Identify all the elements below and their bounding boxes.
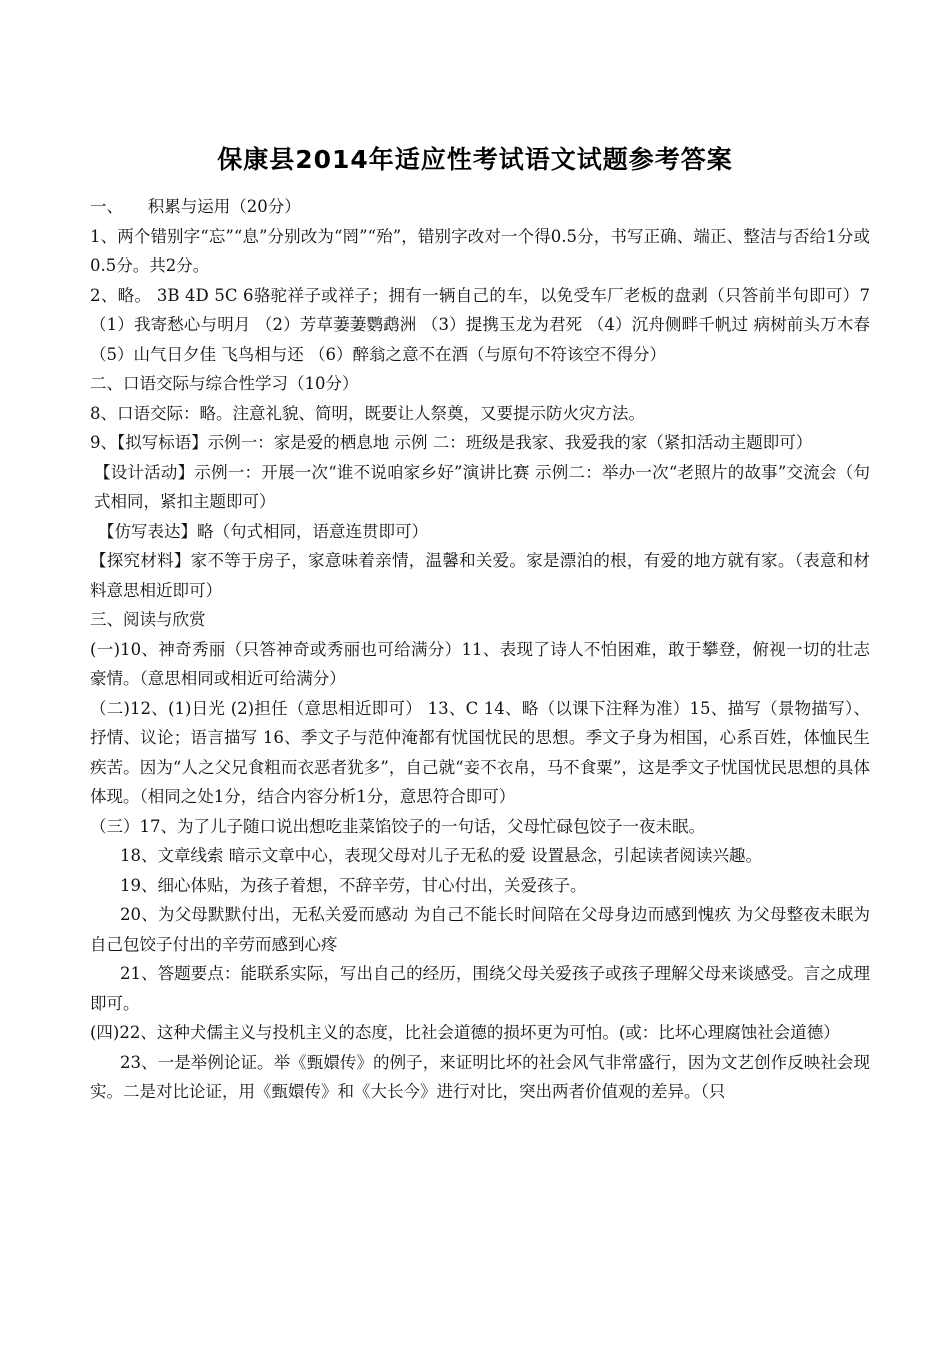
- section-heading: 二、口语交际与综合性学习（10分）: [90, 374, 359, 393]
- answer-paragraph: 21、答题要点：能联系实际，写出自己的经历，围绕父母关爱孩子或孩子理解父母来谈感受。言之成理即可。: [90, 964, 870, 1013]
- document-title: 保康县2014年适应性考试语文试题参考答案: [217, 145, 733, 174]
- answer-paragraph: 20、为父母默默付出，无私关爱而感动 为自己不能长时间陪在父母身边而感到愧疚 为父母整夜未眠为自己包饺子付出的辛劳而感到心疼: [90, 905, 870, 954]
- answer-paragraph: 【设计活动】示例一：开展一次“谁不说咱家乡好”演讲比赛 示例二：举办一次“老照片的故事”交流会（句式相同，紧扣主题即可）: [94, 462, 870, 511]
- answer-paragraph: 9、【拟写标语】示例一：家是爱的栖息地 示例 二：班级是我家、我爱我的家（紧扣活动主题即可）: [90, 433, 813, 452]
- answer-paragraph: 19、细心体贴，为孩子着想，不辞辛劳，甘心付出，关爱孩子。: [120, 875, 587, 895]
- answer-paragraph: 1、两个错别字“忘”“息”分别改为“罔”“殆”，错别字改对一个得0.5分，书写正确、端正、整洁与否给1分或0.5分。共2分。: [90, 226, 870, 275]
- answer-paragraph: （三）17、为了儿子随口说出想吃韭菜馅饺子的一句话，父母忙碌包饺子一夜未眠。: [90, 816, 705, 836]
- answer-paragraph: (四)22、这种犬儒主义与投机主义的态度，比社会道德的损坏更为可怕。(或：比坏心理腐蚀社会道德）: [90, 1023, 840, 1042]
- answer-paragraph: (一)10、神奇秀丽（只答神奇或秀丽也可给满分）11、表现了诗人不怕困难，敢于攀登，俯视一切的壮志豪情。（意思相同或相近可给满分）: [90, 639, 870, 688]
- section-heading: 三、阅读与欣赏: [90, 610, 206, 629]
- answer-paragraph: （二)12、(1)日光 (2)担任（意思相近即可） 13、C 14、略（以课下注释为准）15、描写（景物描写）、抒情、议论；语言描写 16、季文子与范仲淹都有忧国忧民的思想。季文子身为相国，心系百姓，体恤民生疾苦。因为“人之父兄食粗而衣恶者犹多”，自己就“妾不衣帛，马不食粟”，这是季文子忧国忧民思想的具体体现。（相同之处1分，结合内容分析1分，意思符合即可）: [90, 698, 870, 806]
- answer-paragraph: 【仿写表达】略（句式相同，语意连贯即可）: [98, 521, 428, 541]
- answer-paragraph: 8、口语交际：略。注意礼貌、简明，既要让人祭奠，又要提示防火灾方法。: [90, 403, 645, 423]
- answer-paragraph: 23、一是举例论证。举《甄嬛传》的例子，来证明比坏的社会风气非常盛行，因为文艺创作反映社会现实。二是对比论证，用《甄嬛传》和《大长今》进行对比，突出两者价值观的差异。（只: [90, 1052, 870, 1101]
- answer-paragraph: 2、略。 3B 4D 5C 6骆驼祥子或祥子；拥有一辆自己的车，以免受车厂老板的盘剥（只答前半句即可）7（1）我寄愁心与明月 （2）芳草萋萋鹦鹉洲 （3）提携玉龙为君死 （4）沉舟侧畔千帆过 病树前头万木春 （5）山气日夕佳 飞鸟相与还 （6）醉翁之意不在酒（与原句不符该空不得分）: [90, 285, 870, 364]
- answer-paragraph: 18、文章线索 暗示文章中心，表现父母对儿子无私的爱 设置悬念，引起读者阅读兴趣。: [120, 846, 762, 865]
- document-body: [90, 192, 870, 1107]
- section-heading: 一、 积累与运用（20分）: [90, 197, 301, 216]
- answer-paragraph: 【探究材料】家不等于房子，家意味着亲情，温馨和关爱。家是漂泊的根，有爱的地方就有家。（表意和材料意思相近即可）: [90, 551, 870, 600]
